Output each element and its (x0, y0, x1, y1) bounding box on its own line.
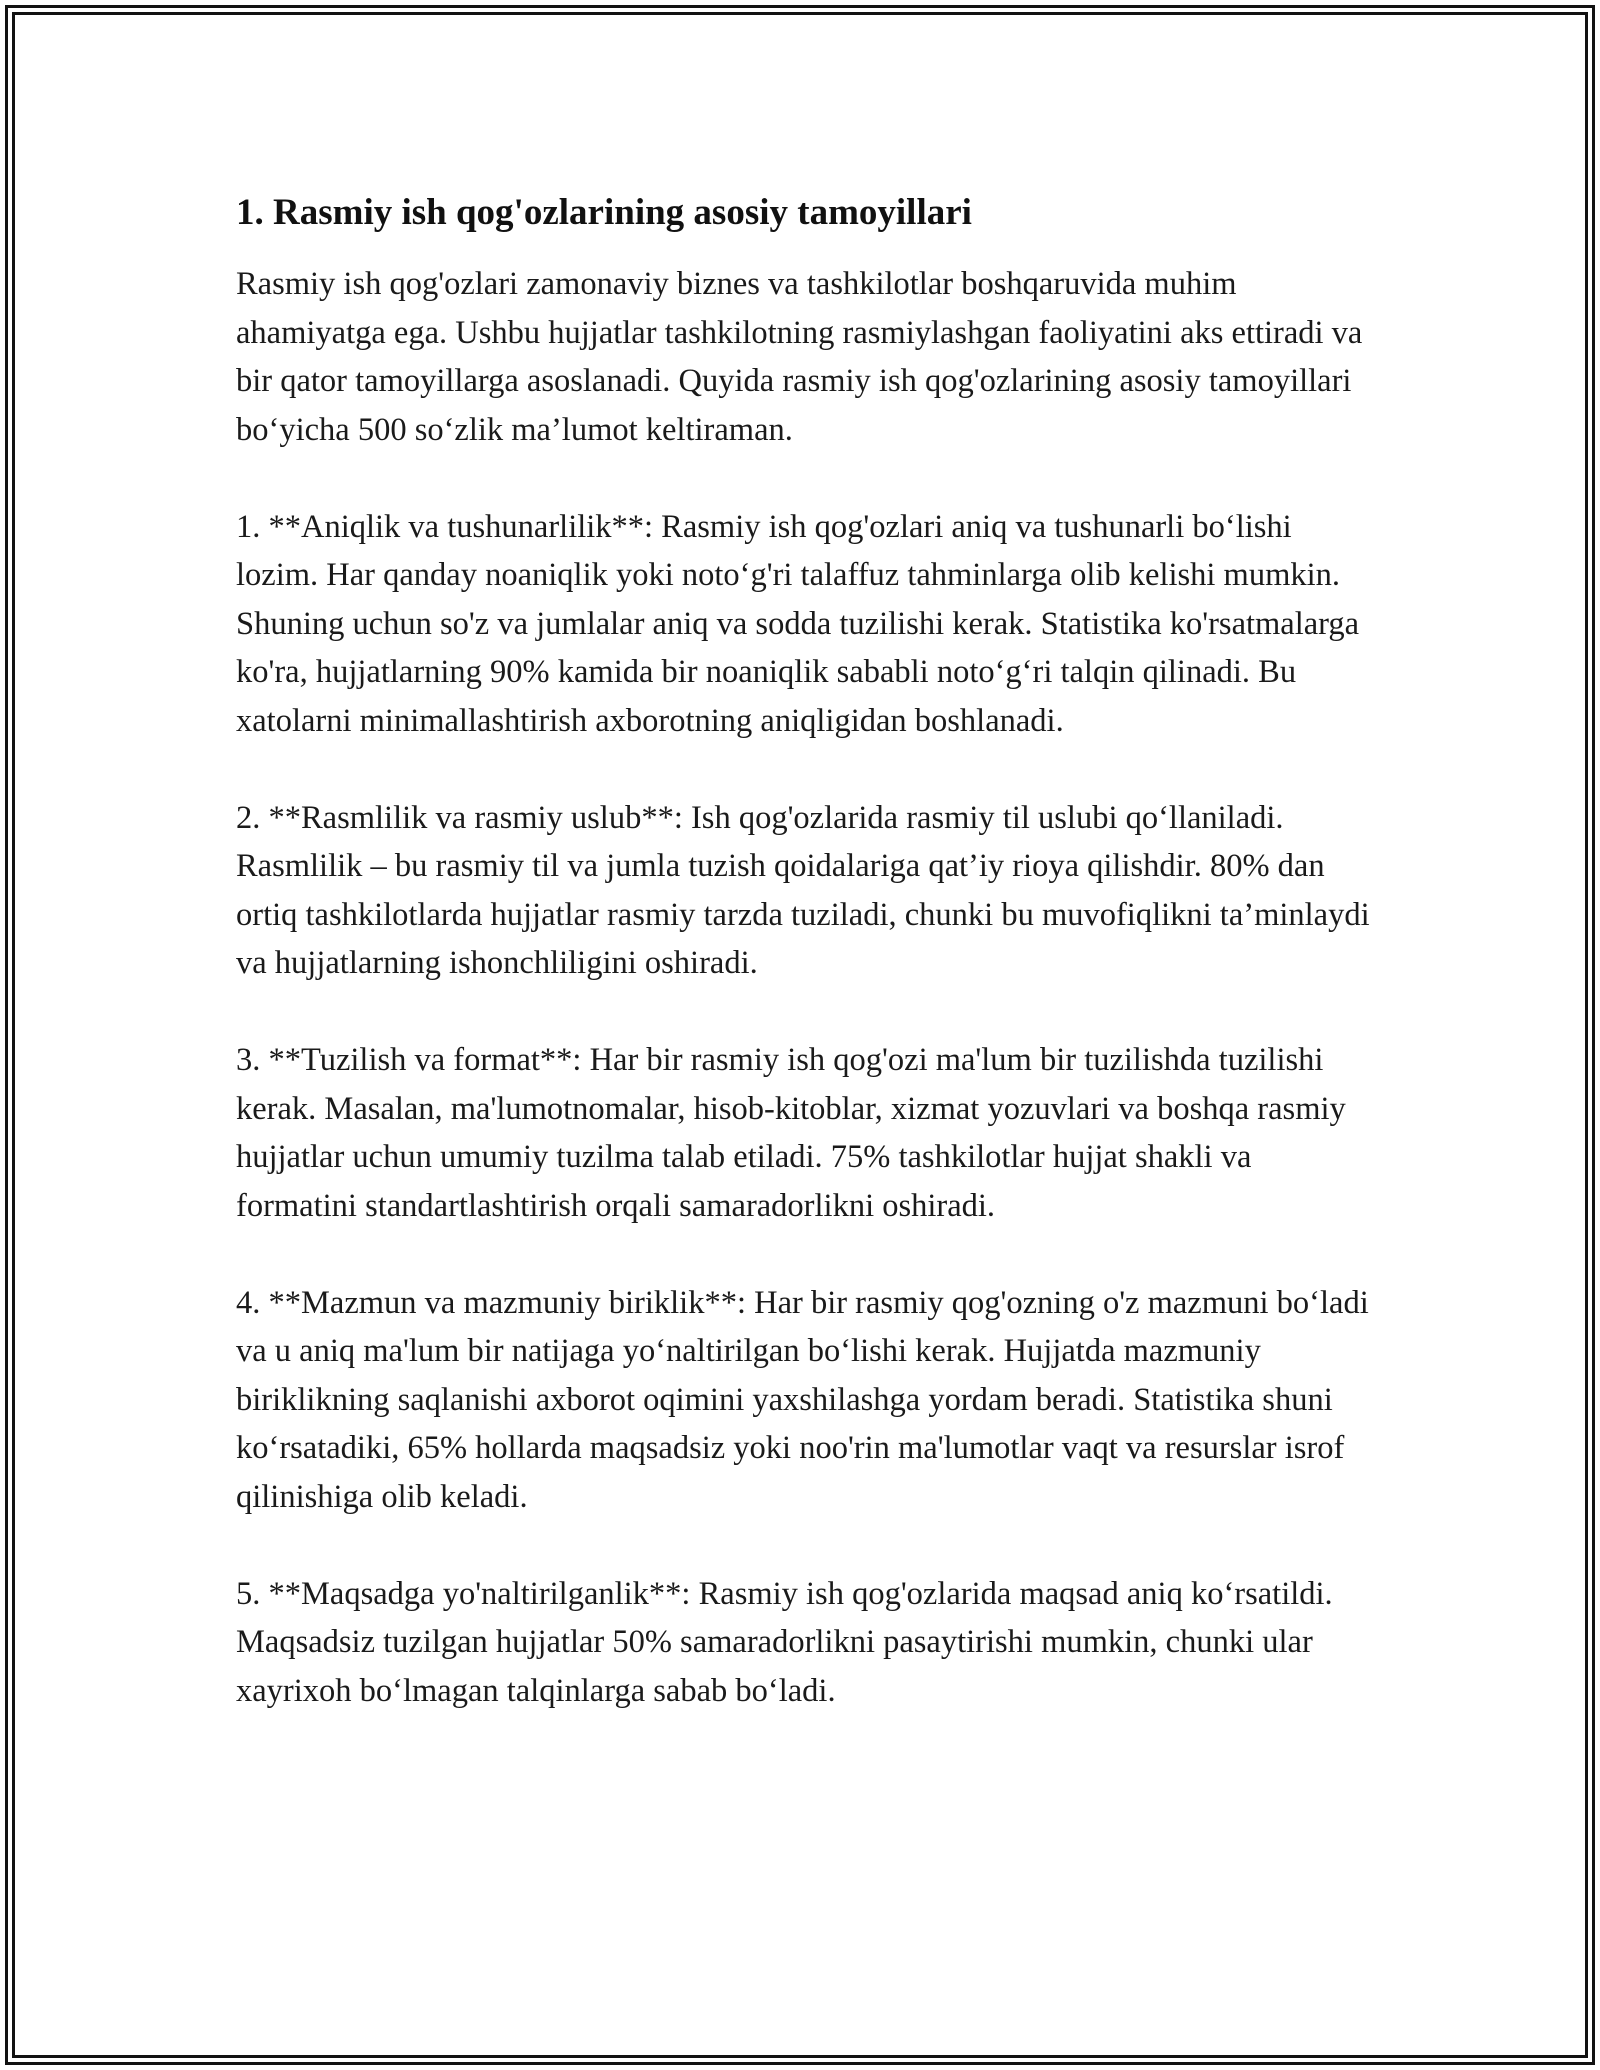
document-title: 1. Rasmiy ish qog'ozlarining asosiy tamoyillari (236, 192, 972, 233)
principle-paragraph-3: 3. **Tuzilish va format**: Har bir rasmiy ish qog'ozi ma'lum bir tuzilishda tuzilishi kerak. Masalan, ma'lumotnomalar, hisob-kitoblar, xizmat yozuvlari va boshqa rasmiy hujjatlar uchun umumiy tuzilma talab etiladi. 75% tashkilotlar hujjat shakli va formatini standartlashtirish orqali samaradorlikni oshiradi. (236, 1042, 1346, 1224)
principle-paragraph-5: 5. **Maqsadga yo'naltirilganlik**: Rasmiy ish qog'ozlarida maqsad aniq ko‘rsatildi. Maqsadsiz tuzilgan hujjatlar 50% samaradorlikni pasaytirishi mumkin, chunki ular xayrixoh bo‘lmagan talqinlarga sabab bo‘ladi. (236, 1575, 1333, 1709)
principle-paragraph-4: 4. **Mazmun va mazmuniy biriklik**: Har bir rasmiy qog'ozning o'z mazmuni bo‘ladi va u aniq ma'lum bir natijaga yo‘naltirilgan bo‘lishi kerak. Hujjatda mazmuniy biriklikning saqlanishi axborot oqimini yaxshilashga yordam beradi. Statistika shuni ko‘rsatadiki, 65% hollarda maqsadsiz yoki noo'rin ma'lumotlar vaqt va resurslar isrof qilinishiga olib keladi. (236, 1284, 1369, 1515)
principle-paragraph-2: 2. **Rasmlilik va rasmiy uslub**: Ish qog'ozlarida rasmiy til uslubi qo‘llaniladi. Rasmlilik – bu rasmiy til va jumla tuzish qoidalariga qat’iy rioya qilishdir. 80% dan ortiq tashkilotlarda hujjatlar rasmiy tarzda tuziladi, chunki bu muvofiqlikni ta’minlaydi va hujjatlarning ishonchliligini oshiradi. (236, 799, 1370, 981)
principle-paragraph-1: 1. **Aniqlik va tushunarlilik**: Rasmiy ish qog'ozlari aniq va tushunarli bo‘lishi lozim. Har qanday noaniqlik yoki noto‘g'ri talaffuz tahminlarga olib kelishi mumkin. Shuning uchun so'z va jumlalar aniq va sodda tuzilishi kerak. Statistika ko'rsatmalarga ko'ra, hujjatlarning 90% kamida bir noaniqlik sababli noto‘g‘ri talqin qilinadi. Bu xatolarni minimallashtirish axborotning aniqligidan boshlanadi. (236, 508, 1360, 739)
document-body (236, 188, 1376, 1764)
intro-paragraph: Rasmiy ish qog'ozlari zamonaviy biznes va tashkilotlar boshqaruvida muhim ahamiyatga ega. Ushbu hujjatlar tashkilotning rasmiylashgan faoliyatini aks ettiradi va bir qator tamoyillarga asoslanadi. Quyida rasmiy ish qog'ozlarining asosiy tamoyillari bo‘yicha 500 so‘zlik ma’lumot keltiraman. (236, 266, 1363, 448)
